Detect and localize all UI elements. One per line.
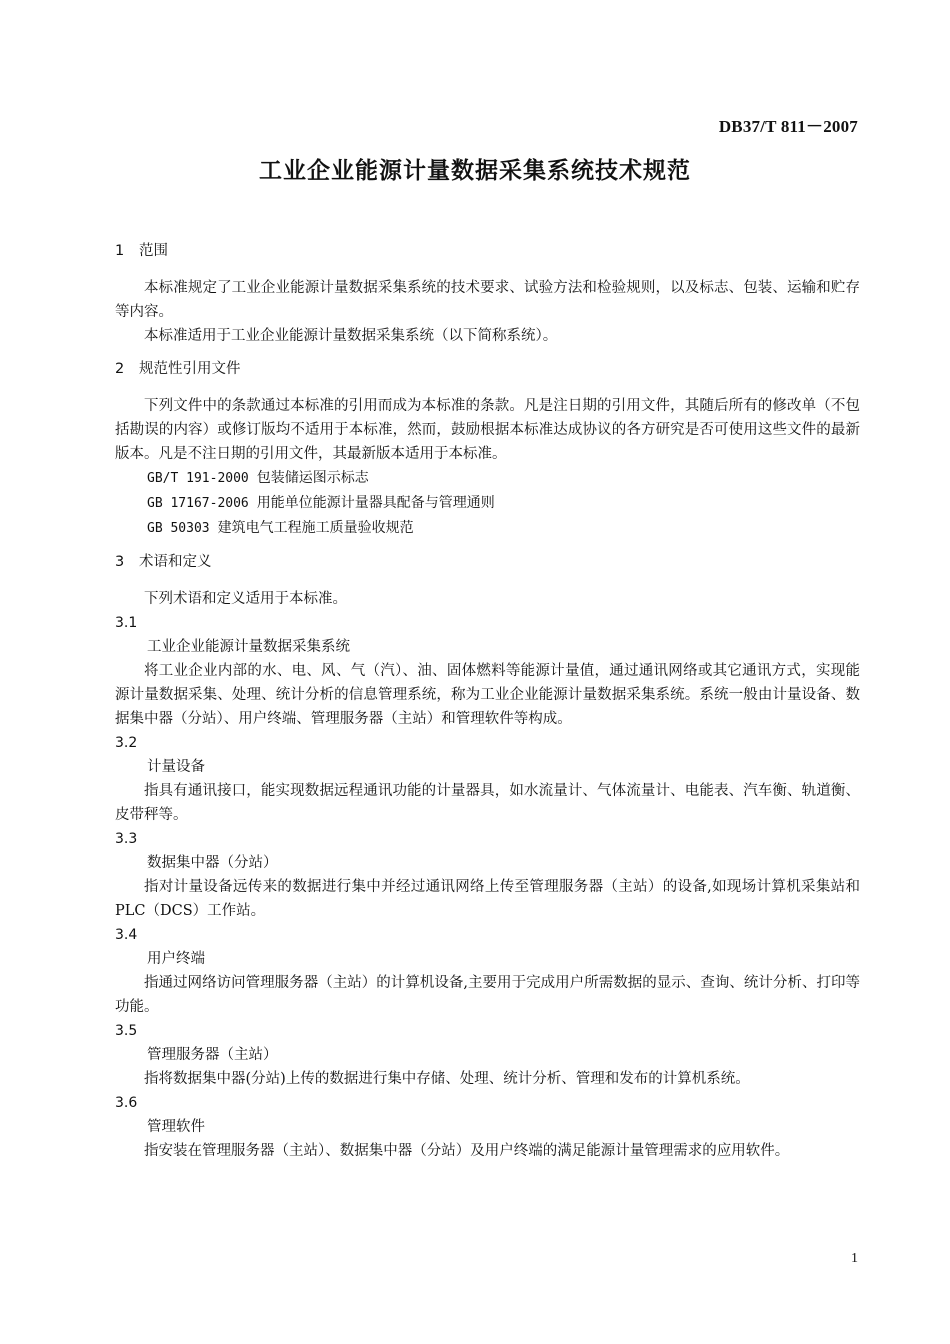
- term-name: 管理软件: [147, 1119, 205, 1135]
- term-number: 3.6: [115, 1095, 138, 1111]
- section-2-paragraph: 下列文件中的条款通过本标准的引用而成为本标准的条款。凡是注日期的引用文件，其随后所有的修改单（不包括勘误的内容）或修订版均不适用于本标准，然而，鼓励根据本标准达成协议的各方研究是否可使用这些文件的最新版本。凡是不注日期的引用文件，其最新版本适用于本标准。: [115, 398, 860, 462]
- page-number: 1: [851, 1251, 858, 1266]
- term-number: 3.3: [115, 831, 138, 847]
- section-3-intro: 下列术语和定义适用于本标准。: [144, 591, 347, 607]
- section-1-number: 1: [115, 243, 125, 259]
- term-name: 数据集中器（分站）: [147, 855, 278, 871]
- document-body: [115, 240, 860, 1163]
- document-title: 工业企业能源计量数据采集系统技术规范: [259, 158, 691, 184]
- term-number: 3.1: [115, 615, 138, 631]
- term-name: 工业企业能源计量数据采集系统: [147, 639, 350, 655]
- section-3-number: 3: [115, 554, 125, 570]
- reference-item: [115, 491, 860, 516]
- term-number: 3.5: [115, 1023, 138, 1039]
- section-1-paragraph-2: 本标准适用于工业企业能源计量数据采集系统（以下简称系统）。: [144, 328, 558, 344]
- section-3-heading: [115, 551, 860, 573]
- reference-title: 建筑电气工程施工质量验收规范: [217, 520, 414, 536]
- term-definition: 将工业企业内部的水、电、风、气（汽）、油、固体燃料等能源计量值，通过通讯网络或其它通讯方式，实现能源计量数据采集、处理、统计分析的信息管理系统，称为工业企业能源计量数据采集系统。系统一般由计量设备、数据集中器（分站）、用户终端、管理服务器（主站）和管理软件等构成。: [115, 663, 860, 727]
- standard-number: DB37/T 811－2007: [718, 117, 858, 136]
- term-definition: 指将数据集中器(分站)上传的数据进行集中存储、处理、统计分析、管理和发布的计算机系统。: [144, 1071, 750, 1087]
- reference-code: GB/T 191-2000: [147, 471, 249, 486]
- section-2-number: 2: [115, 361, 125, 377]
- section-1-paragraph-1: 本标准规定了工业企业能源计量数据采集系统的技术要求、试验方法和检验规则，以及标志、包装、运输和贮存等内容。: [115, 280, 860, 320]
- term-definition: 指通过网络访问管理服务器（主站）的计算机设备,主要用于完成用户所需数据的显示、查询、统计分析、打印等功能。: [115, 975, 860, 1015]
- term-definition: 指对计量设备远传来的数据进行集中并经过通讯网络上传至管理服务器（主站）的设备,如现场计算机采集站和PLC（DCS）工作站。: [115, 879, 860, 919]
- section-1-heading: [115, 240, 860, 262]
- reference-code: GB 17167-2006: [147, 496, 249, 511]
- term-name: 计量设备: [147, 759, 205, 775]
- reference-item: [115, 466, 860, 491]
- reference-title: 用能单位能源计量器具配备与管理通则: [256, 495, 495, 511]
- reference-item: [115, 516, 860, 541]
- term-name: 管理服务器（主站）: [147, 1047, 278, 1063]
- term-name: 用户终端: [147, 951, 205, 967]
- reference-title: 包装储运图示标志: [256, 470, 369, 486]
- term-number: 3.4: [115, 927, 138, 943]
- term-number: 3.2: [115, 735, 138, 751]
- section-1-title: 范围: [139, 243, 168, 259]
- term-definition: 指安装在管理服务器（主站）、数据集中器（分站）及用户终端的满足能源计量管理需求的应用软件。: [144, 1143, 790, 1159]
- section-2-title: 规范性引用文件: [139, 361, 241, 377]
- reference-code: GB 50303: [147, 521, 210, 536]
- section-2-heading: [115, 358, 860, 380]
- section-3-title: 术语和定义: [139, 554, 212, 570]
- term-definition: 指具有通讯接口，能实现数据远程通讯功能的计量器具，如水流量计、气体流量计、电能表、汽车衡、轨道衡、皮带秤等。: [115, 783, 860, 823]
